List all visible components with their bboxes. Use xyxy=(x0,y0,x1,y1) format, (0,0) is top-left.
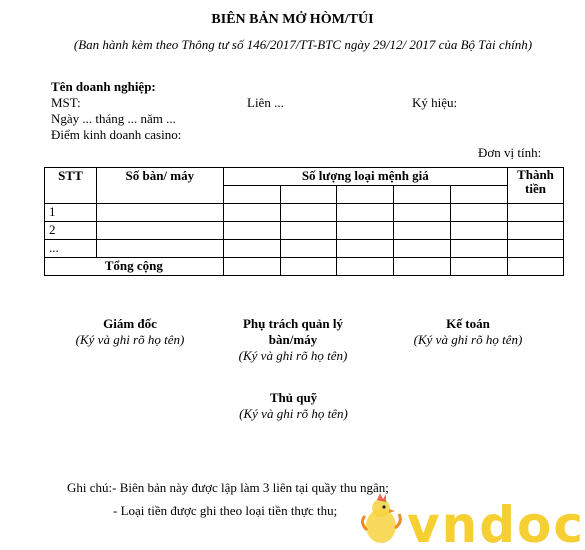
table-row xyxy=(45,240,564,258)
note-line-1: Ghi chú:- Biên bản này được lập làm 3 liên tại quầy thu ngân; xyxy=(67,480,389,495)
chicken-mascot-icon xyxy=(362,493,400,543)
document-subtitle: (Ban hành kèm theo Thông tư số 146/2017/TT-BTC ngày 29/12/ 2017 của Bộ Tài chính) xyxy=(73,37,533,52)
director-hint: (Ký và ghi rõ họ tên) xyxy=(75,332,185,347)
header-table-no: Số bàn/ máy xyxy=(96,168,223,204)
accountant-hint: (Ký và ghi rõ họ tên) xyxy=(413,332,523,347)
signature-director xyxy=(55,316,205,348)
treasurer-hint: (Ký và ghi rõ họ tên) xyxy=(239,406,348,421)
watermark-text: vndoc xyxy=(407,496,585,550)
treasurer-role: Thủ quỹ xyxy=(269,390,318,405)
header-amount: Thành tiền xyxy=(507,168,563,204)
manager-role: Phụ trách quản lý bàn/máy xyxy=(242,316,344,347)
denomination-table xyxy=(44,167,564,276)
director-role: Giám đốc xyxy=(103,316,157,331)
mst-label: MST: xyxy=(51,95,81,110)
unit-label: Đơn vị tính: xyxy=(478,145,542,160)
date-label: Ngày ... tháng ... năm ... xyxy=(51,111,176,126)
accountant-role: Kế toán xyxy=(446,316,490,331)
header-quantity: Số lượng loại mệnh giá xyxy=(223,168,507,186)
vndoc-watermark-logo xyxy=(355,492,585,550)
table-row xyxy=(45,222,564,240)
row-stt: ... xyxy=(45,240,97,258)
total-label: Tổng cộng xyxy=(45,258,224,276)
signature-manager xyxy=(222,316,364,364)
manager-hint: (Ký và ghi rõ họ tên) xyxy=(238,348,348,363)
casino-label: Điểm kinh doanh casino: xyxy=(51,127,182,142)
document-title: BIÊN BẢN MỞ HÒM/TÚI xyxy=(211,12,374,27)
signature-accountant xyxy=(393,316,543,348)
signature-treasurer xyxy=(216,390,371,422)
row-stt: 2 xyxy=(45,222,97,240)
copy-label: Liên ... xyxy=(247,95,284,110)
total-row xyxy=(45,258,564,276)
symbol-label: Ký hiệu: xyxy=(412,95,458,110)
note-line-2: - Loại tiền được ghi theo loại tiền thực thu; xyxy=(113,503,338,518)
header-stt: STT xyxy=(45,168,97,204)
table-row xyxy=(45,204,564,222)
row-stt: 1 xyxy=(45,204,97,222)
company-name-label: Tên doanh nghiệp: xyxy=(51,79,156,94)
